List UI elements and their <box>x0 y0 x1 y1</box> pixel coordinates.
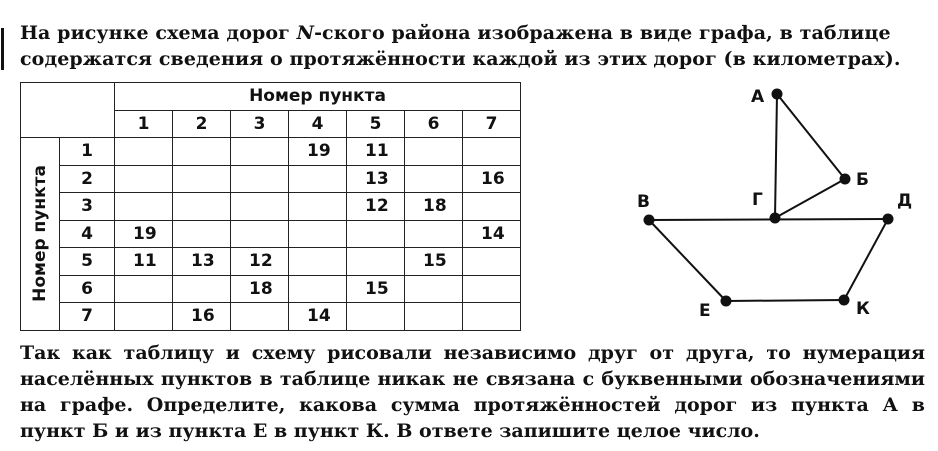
node-d <box>883 214 894 225</box>
col-6: 6 <box>405 110 463 138</box>
edge-v-e <box>649 220 726 301</box>
table-cell: 11 <box>115 248 173 276</box>
table-cell <box>405 275 463 303</box>
table-cell <box>405 303 463 331</box>
table-cell: 16 <box>173 303 231 331</box>
table-cell <box>347 303 405 331</box>
table-cell <box>115 303 173 331</box>
col-7: 7 <box>463 110 521 138</box>
col-header: Номер пункта <box>115 83 521 111</box>
table-cell <box>463 138 521 166</box>
table-cell <box>347 220 405 248</box>
row-label: 4 <box>60 220 115 248</box>
node-g <box>770 213 781 224</box>
table-cell <box>173 138 231 166</box>
road-graph <box>620 80 920 330</box>
table-cell: 18 <box>405 193 463 221</box>
row-label: 5 <box>60 248 115 276</box>
table-cell: 14 <box>463 220 521 248</box>
table-cell <box>463 303 521 331</box>
table-corner <box>21 83 115 138</box>
edge-g-b <box>775 179 845 218</box>
node-v <box>644 215 655 226</box>
label-b: Б <box>856 170 869 190</box>
table-cell: 12 <box>231 248 289 276</box>
node-b <box>840 174 851 185</box>
table-row <box>21 138 521 166</box>
table-cell <box>405 138 463 166</box>
table-cell <box>289 275 347 303</box>
table-row <box>21 303 521 331</box>
table-cell <box>231 303 289 331</box>
edge-v-d <box>649 219 888 220</box>
table-cell <box>463 248 521 276</box>
intro-part2: -ского района изображена в виде графа, в таблице содержатся сведения о протяжённости каждой из этих дорог (в километрах). <box>20 22 901 70</box>
table-cell <box>231 220 289 248</box>
table-row <box>21 248 521 276</box>
label-a: А <box>751 87 765 107</box>
table-cell: 12 <box>347 193 405 221</box>
table-cell <box>289 193 347 221</box>
edge-e-k <box>726 300 844 301</box>
row-header-cell <box>21 138 60 331</box>
col-1: 1 <box>115 110 173 138</box>
edge-a-b <box>777 94 845 179</box>
table-cell <box>289 165 347 193</box>
table-cell <box>115 193 173 221</box>
table-cell <box>115 165 173 193</box>
table-cell <box>231 193 289 221</box>
col-2: 2 <box>173 110 231 138</box>
table-cell: 13 <box>173 248 231 276</box>
table-cell: 14 <box>289 303 347 331</box>
table-cell <box>231 165 289 193</box>
row-label: 7 <box>60 303 115 331</box>
table-cell <box>405 165 463 193</box>
table-cell <box>231 138 289 166</box>
table-row <box>21 193 521 221</box>
table-cell <box>347 248 405 276</box>
col-5: 5 <box>347 110 405 138</box>
col-3: 3 <box>231 110 289 138</box>
label-e: Е <box>699 301 711 321</box>
row-label: 3 <box>60 193 115 221</box>
table-cell: 11 <box>347 138 405 166</box>
table-cell: 18 <box>231 275 289 303</box>
table-cell: 15 <box>347 275 405 303</box>
table-cell <box>173 220 231 248</box>
col-4: 4 <box>289 110 347 138</box>
table-cell: 15 <box>405 248 463 276</box>
table-cell <box>289 248 347 276</box>
distance-table <box>20 82 521 331</box>
edge-a-g <box>775 94 777 218</box>
edge-k-d <box>844 219 888 300</box>
table-cell <box>173 193 231 221</box>
table-cell <box>115 275 173 303</box>
table-cell: 13 <box>347 165 405 193</box>
label-k: К <box>856 299 870 319</box>
table-row <box>21 165 521 193</box>
intro-paragraph <box>20 20 925 72</box>
row-label: 6 <box>60 275 115 303</box>
label-v: В <box>637 192 650 212</box>
table-cell: 19 <box>115 220 173 248</box>
label-d: Д <box>897 191 913 211</box>
node-a <box>772 89 783 100</box>
intro-part1: На рисунке схема дорог <box>20 22 297 44</box>
node-k <box>839 295 850 306</box>
table-cell <box>405 220 463 248</box>
row-header: Номер пункта <box>30 165 50 303</box>
table-cell <box>463 193 521 221</box>
label-g: Г <box>752 190 763 210</box>
row-label: 2 <box>60 165 115 193</box>
row-label: 1 <box>60 138 115 166</box>
table-row <box>21 275 521 303</box>
intro-italic: N <box>296 22 315 44</box>
outro-paragraph: Так как таблицу и схему рисовали независимо друг от друга, то нумерация населённых пунктов в таблице никак не связана с буквенными обозначениями на графе. Определите, какова сумма протяжённостей дорог из пункта А в пункт Б и из пункта Е в пункт К. В ответе запишите целое число. <box>20 342 925 442</box>
node-e <box>721 296 732 307</box>
table-cell <box>115 138 173 166</box>
table-cell <box>289 220 347 248</box>
table-cell: 16 <box>463 165 521 193</box>
margin-bar <box>1 28 4 70</box>
table-cell: 19 <box>289 138 347 166</box>
table-cell <box>463 275 521 303</box>
table-cell <box>173 275 231 303</box>
table-cell <box>173 165 231 193</box>
table-row <box>21 220 521 248</box>
